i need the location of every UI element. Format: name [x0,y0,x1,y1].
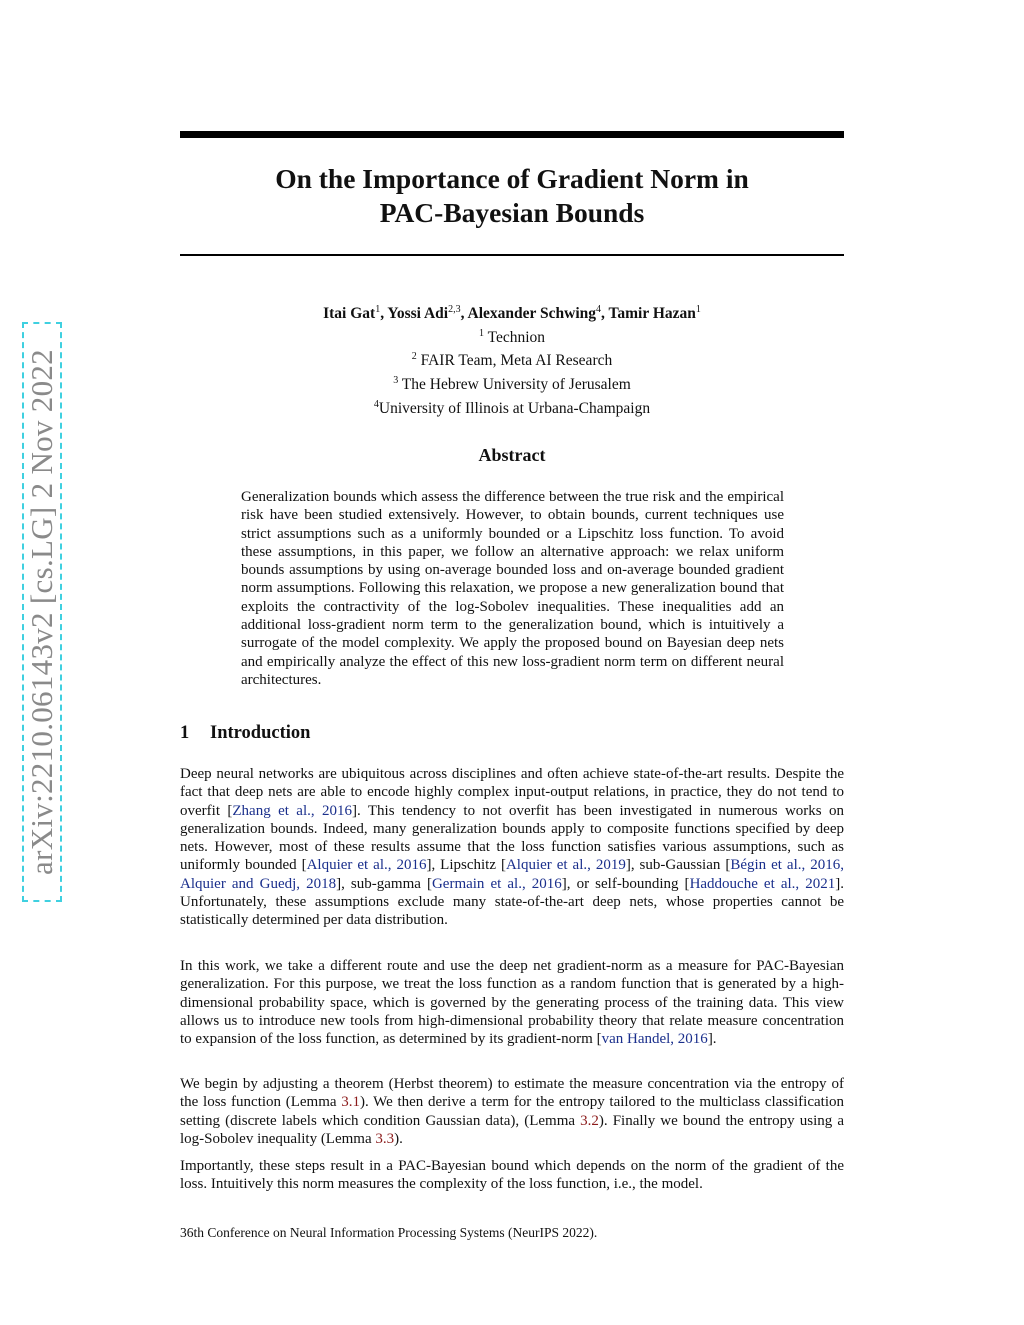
author: Yossi Adi$^{2,3}$, [387,304,468,323]
citation-link[interactable]: Alquier et al., 2016 [306,857,427,874]
abstract-text: Generalization bounds which assess the difference between the true risk and the empirical risk have been studied extensively. However, to obtain bounds, current techniques use strict assumptions such as a uniformly bounded or a Lipschitz loss function. To avoid these assumptions, in this paper, we follow an alternative approach: we relax uniform bounds assumptions by using on-average bounded loss and on-average bounded gradient norm assumptions. Following this relaxation, we propose a new generalization bound that exploits the contractivity of the log-Sobolev inequalities. These inequalities add an additional loss-gradient norm term to the generalization bound, which is intuitively a surrogate of the model complexity. We apply the proposed bound on Bayesian deep nets and empirically analyze the effect of this new loss-gradient norm term on different neural architectures. [241,489,784,688]
affiliation: $^2$ FAIR Team, Meta AI Research [411,351,613,370]
lemma-ref-link[interactable]: 3.1 [341,1094,360,1111]
body-paragraph [180,957,844,1048]
affiliation: $^1$ Technion [478,327,546,346]
paragraph-text: ). We then derive a term for the entropy tailored to the multiclass classification setting (discrete labels which condition Gaussian data), (Lemma [180,1094,844,1129]
section-title: Introduction [210,723,311,743]
title-top-rule [180,131,844,138]
citation-link[interactable]: Bégin et al., 2016, Alquier and Guedj, 2018 [180,857,844,892]
citation-link[interactable]: Haddouche et al., 2021 [689,875,836,892]
citation-link[interactable]: van Handel, 2016 [601,1031,708,1048]
paragraph-text: Importantly, these steps result in a PAC-Bayesian bound which depends on the norm of the gradient of the loss. Intuitively this norm measures the complexity of the loss function, i.e., the model. [180,1158,844,1193]
paragraph-text: ], sub-gamma [ [336,875,432,892]
body-paragraph [180,1075,844,1148]
affiliation: $^4$University of Illinois at Urbana-Champaign [373,398,651,417]
abstract-heading: Abstract [478,445,546,465]
paragraph-text: Deep neural networks are ubiquitous across disciplines and often achieve state-of-the-art results. Despite the fact that deep nets are able to encode highly complex input-output relations, in practice, they do not tend to overfit [ [180,766,844,819]
citation-link[interactable]: Zhang et al., 2016 [232,802,352,819]
paragraph-text: ]. [707,1031,717,1048]
arxiv-id: arXiv:2210.06143v2 [cs.LG] 2 Nov 2022 [24,349,59,875]
author: Itai Gat$^1$, [323,304,388,323]
arxiv-watermark [22,322,62,902]
paragraph-text: ]. Unfortunately, these assumptions exclude many state-of-the-art deep nets, whose properties cannot be statistically determined per data distribution. [180,875,844,929]
author: Alexander Schwing$^4$, [467,304,609,323]
paper-title [180,162,844,230]
paragraph-text: ). [394,1130,403,1147]
title-line-2: PAC-Bayesian Bounds [379,197,645,228]
author: Tamir Hazan$^1$ [608,304,701,323]
paragraph-text: ). Finally we bound the entropy using a log-Sobolev inequality (Lemma [180,1112,844,1147]
conference-footer: 36th Conference on Neural Information Processing Systems (NeurIPS 2022). [180,1225,598,1240]
title-bottom-rule [180,254,844,256]
lemma-ref-link[interactable]: 3.3 [375,1130,395,1147]
paragraph-text: ], sub-Gaussian [ [625,857,731,874]
paragraph-text: In this work, we take a different route and use the deep net gradient-norm as a measure for PAC-Bayesian generalization. For this purpose, we treat the loss function as a random function that is generated by a high-dimensional probability space, which is governed by the generating process of the training data. This view allows us to introduce new tools from high-dimensional probability theory that relate measure concentration to expansion of the loss function, as determined by its gradient-norm [ [180,958,844,1048]
citation-link[interactable]: Alquier et al., 2019 [505,857,626,874]
section-number: 1 [180,723,190,743]
author-block [180,300,844,418]
paragraph-text: ], Lipschitz [ [426,857,506,874]
body-paragraph [180,1157,844,1194]
paragraph-text: We begin by adjusting a theorem (Herbst theorem) to estimate the measure concentration via the entropy of the loss function (Lemma [180,1076,844,1111]
citation-link[interactable]: Germain et al., 2016 [431,875,562,892]
lemma-ref-link[interactable]: 3.2 [580,1112,599,1129]
author-list [180,300,844,324]
section-heading [180,723,310,744]
paragraph-text: ], or self-bounding [ [561,875,690,892]
affiliation: $^3$ The Hebrew University of Jerusalem [393,374,631,394]
title-line-1: On the Importance of Gradient Norm in [275,163,749,194]
body-paragraph [180,765,844,930]
paragraph-text: ]. This tendency to not overfit has been investigated in numerous works on generalization bounds. Indeed, many generalization bounds apply to composite functions specified by deep nets. However, most of these results assume that the loss function satisfies various assumptions, such as uniformly bounded [ [180,802,844,874]
